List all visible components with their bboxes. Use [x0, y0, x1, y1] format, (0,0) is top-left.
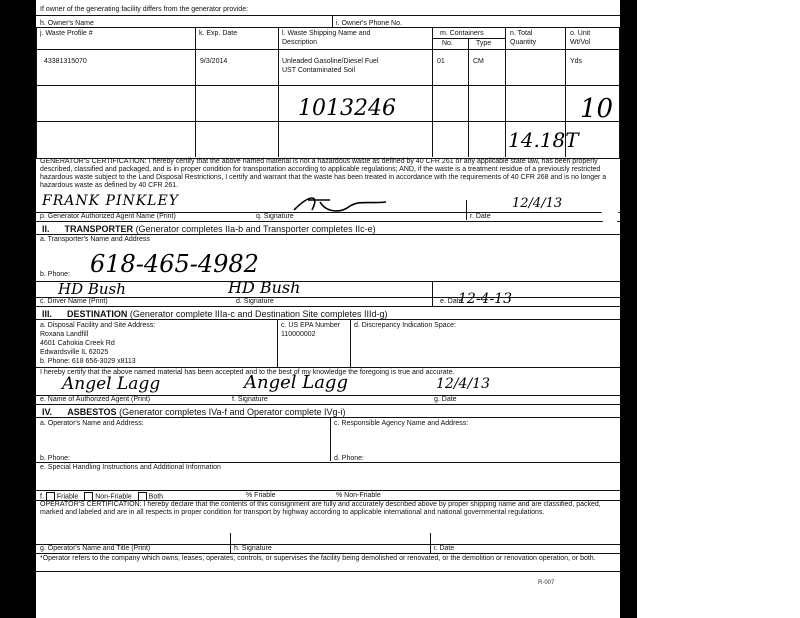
facility-address-2: Edwardsville IL 62025: [40, 349, 109, 356]
epa-number-value: 110000002: [281, 331, 316, 338]
transporter-date-label: e. Date: [440, 298, 463, 305]
special-handling-label: e. Special Handling Instructions and Additional Information: [40, 464, 221, 471]
col-shipping-name: l. Waste Shipping Name and: [282, 30, 371, 37]
handwritten-generator-date: 12/4/13: [512, 196, 563, 211]
handwritten-quantity: 10: [580, 94, 614, 124]
owner-note: If owner of the generating facility differs from the generator provide:: [40, 6, 249, 13]
waste-description: Unleaded Gasoline/Diesel Fuel: [282, 58, 379, 65]
operator-signature-label: h. Signature: [234, 545, 272, 552]
operator-footnote: *Operator refers to the company which owns, leases, operates, controls, or supervises the facility being demolished or renovated, or the demolition or renovation operation, or both.: [40, 555, 596, 562]
operator-certification: OPERATOR'S CERTIFICATION: I hereby declare that the contents of this consignment are fully and accurately described above by proper shipping name and are classified, packed, marked and labeled and are in all respects in proper condition for transport by highway according to applicable international and national governmental regulations.: [40, 501, 601, 516]
transporter-phone-label: b. Phone:: [40, 271, 70, 278]
facility-address-1: 4601 Cahokia Creek Rd: [40, 340, 115, 347]
punch-hole-bottom: [601, 514, 619, 532]
waste-profile-value: 43381315070: [44, 58, 87, 65]
exp-date-value: 9/3/2014: [200, 58, 228, 65]
col-containers: m. Containers: [440, 30, 484, 37]
col-waste-profile: j. Waste Profile #: [40, 30, 93, 37]
owner-phone-label: i. Owner's Phone No.: [336, 20, 402, 27]
epa-number-label: c. US EPA Number: [281, 322, 341, 329]
handwritten-ticket-number: 1013246: [298, 96, 396, 121]
driver-name-label: c. Driver Name (Print): [40, 298, 108, 305]
operator-label: a. Operator's Name and Address:: [40, 420, 144, 427]
owner-name-label: h. Owner's Name: [40, 20, 94, 27]
generator-agent-label: p. Generator Authorized Agent Name (Print): [40, 213, 176, 220]
friability-options: f. Friable Non-Friable Both: [40, 493, 164, 501]
col-exp-date: k. Exp. Date: [199, 30, 238, 37]
container-type-value: CM: [473, 58, 484, 65]
col-total-quantity: n. Total: [510, 30, 533, 37]
agency-phone-label: d. Phone:: [334, 455, 364, 462]
generator-signature: [290, 192, 390, 218]
handwritten-generator-name: FRANK PINKLEY: [42, 193, 179, 209]
destination-signature: Angel Lagg: [244, 372, 348, 393]
unit-value: Yds: [570, 58, 583, 65]
handwritten-transporter-phone: 618-465-4982: [90, 250, 259, 278]
facility-phone: b. Phone: 618 656-3029 x8113: [40, 358, 136, 365]
percent-friable-label: % Friable: [246, 492, 276, 499]
destination-certification: I hereby certify that the above named material has been accepted and to the best of my knowledge the foregoing is true and accurate.: [40, 369, 455, 376]
scanned-manifest-page: If owner of the generating facility differs from the generator provide: h. Owner's Name i. Owner's Phone No. j. Waste Profile # k. Exp. Date l. Waste Shipping Name and Description m. Containers No. Type n. Total Quantity o. Unit Wt/Vol 43381315070 9/3/2014 Unleaded Gasoline/Diesel Fuel UST Contaminated Soil 01 CM Yds 1013246 10 14.18T GENERATOR'S CERTIFICATION: I hereby certify that the above named material is not a hazardous waste as defined by 40 CFR 261 or any applicable state law, has been properly described, classified and packaged, and is in proper condition for transportation according to applicable regulations; AND, if the waste is a treatment residue of a previously restricted hazardous waste subject to the Land Disposal Restrictions, I certify and warrant that the waste has been treated in accordance with the requirements of 40 CFR 268 and is no longer a hazardous waste as defined by 40 CFR 261. FRANK PINKLEY 12/4/13 p. Generator Authorized Agent Name (Print) q. Signature r. Date II. TRANSPORTER (Generator completes IIa-b and Transporter completes IIc-e) a. Transporter's Name and Address b. Phone: 618-465-4982 HD Bush HD Bush 12-4-13 c. Driver Name (Print) d. Signature e. Date III. DESTINATION (Generator complete IIIa-c and Destination Site completes IIId-g) a. Disposal Facility and Site Address: Roxana Landfill 4601 Cahokia Creek Rd Edwardsville IL 62025 b. Phone: 618 656-3029 x8113 c. US EPA Number 110000002 d. Discrepancy Indication Space: I hereby certify that the above named material has been accepted and to the best of my knowledge the foregoing is true and accurate. Angel Lagg Angel Lagg 12/4/13 e. Name of Authorized Agent (Print) f. Signature g. Date IV. ASBESTOS (Generator completes IVa-f and Operator complete IVg-i) a. Operator's Name and Address: c. Responsible Agency Name and Address: b. Phone: d. Phone: e. Special Handling Instructions and Additional Information f. Friable Non-Friable Both % Friable % Non-Friable OPERATOR'S CERTIFICATION: I hereby declare that the contents of this consignment are fully and accurately described above by proper shipping name and are classified, packed, marked and labeled and are in all respects in proper condition for transport by highway according to applicable international and national governmental regulations. g. Operator's Name and Title (Print) h. Signature i. Date *Operator refers to the company which owns, leases, operates, controls, or supervises the facility being demolished or renovated, or the demolition or renovation operation, or both. R-007: [0, 0, 637, 618]
destination-agent-label: e. Name of Authorized Agent (Print): [40, 396, 151, 403]
generator-certification: GENERATOR'S CERTIFICATION: I hereby certify that the above named material is not a hazardous waste as defined by 40 CFR 261 or any applicable state law, has been properly described, classified and packaged, and is in proper condition for transportation according to applicable regulations; AND, if the waste is a treatment residue of a previously restricted hazardous waste subject to the Land Disposal Restrictions, I certify and warrant that the waste has been treated in accordance with the requirements of 40 CFR 268 and is no longer a hazardous waste as defined by 40 CFR 261.: [40, 158, 607, 189]
punch-hole-top: [601, 207, 619, 225]
percent-nonfriable-label: % Non-Friable: [336, 492, 381, 499]
destination-section-heading: III. DESTINATION (Generator complete IIIa-c and Destination Site completes IIId-g): [42, 309, 388, 319]
handwritten-destination-agent: Angel Lagg: [62, 374, 161, 394]
agency-label: c. Responsible Agency Name and Address:: [334, 420, 469, 427]
handwritten-tons: 14.18T: [508, 128, 579, 152]
col-no: No.: [442, 40, 453, 47]
facility-label: a. Disposal Facility and Site Address:: [40, 322, 156, 329]
operator-name-label: g. Operator's Name and Title (Print): [40, 545, 151, 552]
transporter-name-label: a. Transporter's Name and Address: [40, 236, 150, 243]
handwritten-driver-name: HD Bush: [58, 280, 126, 298]
transporter-signature: HD Bush: [228, 278, 301, 297]
container-no-value: 01: [437, 58, 445, 65]
col-unit: o. Unit: [570, 30, 591, 37]
col-type: Type: [476, 40, 492, 47]
page-stamp: R-007: [538, 580, 555, 586]
transporter-section-heading: II. TRANSPORTER (Generator completes IIa-b and Transporter completes IIc-e): [42, 224, 376, 234]
handwritten-transporter-date: 12-4-13: [458, 291, 512, 307]
generator-date-label: r. Date: [470, 213, 491, 220]
operator-phone-label: b. Phone:: [40, 455, 70, 462]
generator-signature-label: q. Signature: [256, 213, 294, 220]
transporter-signature-label: d. Signature: [236, 298, 274, 305]
operator-date-label: i. Date: [434, 545, 455, 552]
discrepancy-label: d. Discrepancy Indication Space:: [354, 322, 456, 329]
destination-date-label: g. Date: [434, 396, 457, 403]
asbestos-section-heading: IV. ASBESTOS (Generator completes IVa-f and Operator complete IVg-i): [42, 407, 346, 417]
facility-name: Roxana Landfill: [40, 331, 89, 338]
destination-signature-label: f. Signature: [232, 396, 268, 403]
handwritten-destination-date: 12/4/13: [436, 376, 490, 392]
